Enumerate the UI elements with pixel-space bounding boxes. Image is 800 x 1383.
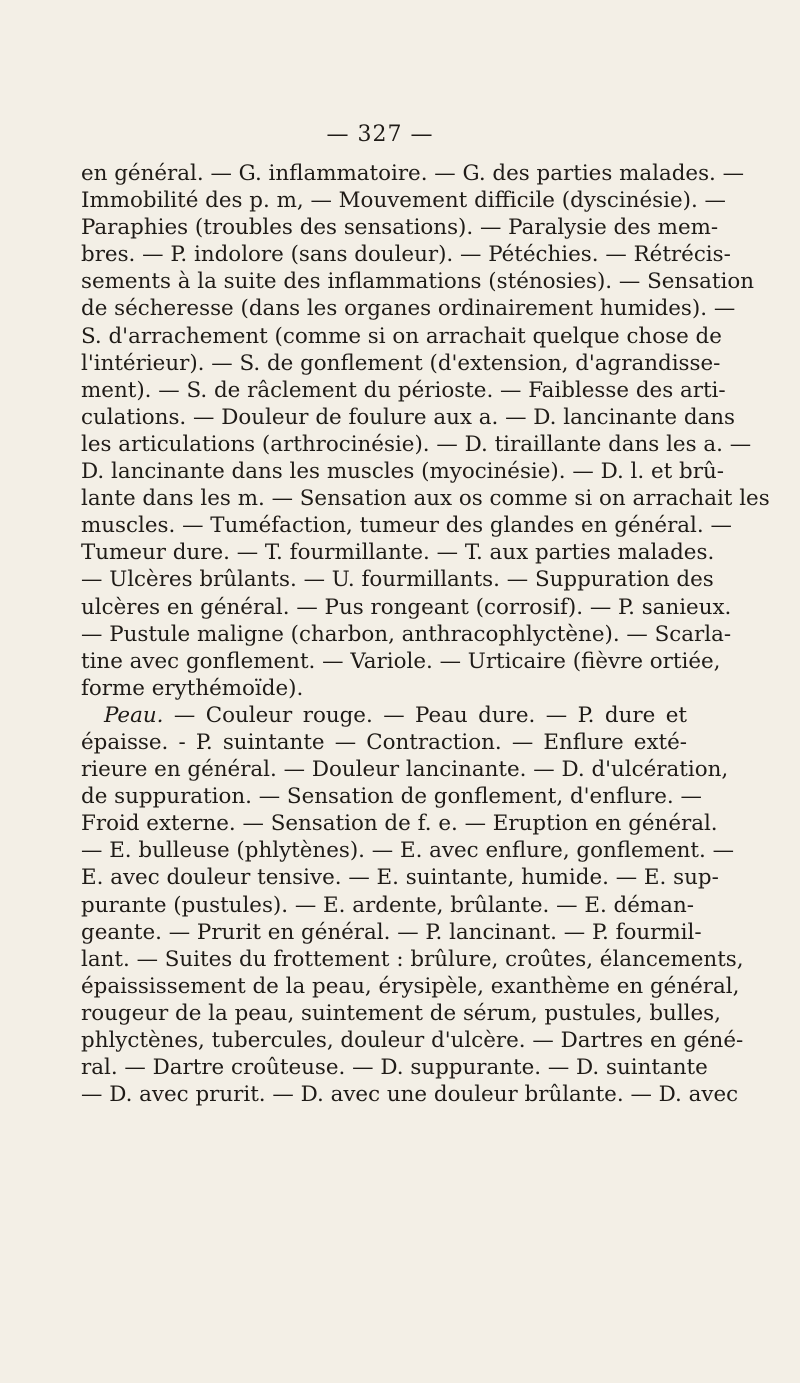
text-line: Froid externe. — Sensation de f. e. — Eruption en général. — [81, 811, 718, 837]
text-line: Paraphies (troubles des sensations). — Paralysie des mem- — [81, 215, 719, 241]
text-line: épaisse. - P. suintante — Contraction. — Enflure exté- — [81, 729, 687, 755]
section-title-peau: Peau. — [104, 702, 164, 728]
text-line: geante. — Prurit en général. — P. lancinant. — P. fourmil- — [81, 919, 702, 945]
text-line: — Pustule maligne (charbon, anthracophlyctène). — Scarla- — [81, 621, 732, 647]
text-line: lant. — Suites du frottement : brûlure, croûtes, élancements, — [81, 946, 744, 972]
text-line: l'intérieur). — S. de gonflement (d'extension, d'agrandisse- — [81, 350, 721, 376]
text-line: en général. — G. inflammatoire. — G. des parties malades. — — [81, 161, 745, 186]
text-line: — Ulcères brûlants. — U. fourmillants. — Suppuration des — [81, 567, 714, 593]
text-line: S. d'arrachement (comme si on arrachait quelque chose de — [81, 323, 722, 349]
text-line: forme erythémoïde). — [81, 675, 304, 701]
page-body-text — [81, 160, 770, 1108]
text-line: culations. — Douleur de foulure aux a. — D. lancinante dans — [81, 404, 736, 430]
text-line: D. lancinante dans les muscles (myocinésie). — D. l. et brû- — [81, 459, 724, 485]
text-line: Immobilité des p. m, — Mouvement difficile (dyscinésie). — — [81, 188, 726, 214]
section-first-line — [81, 702, 687, 729]
text-line: lante dans les m. — Sensation aux os comme si on arrachait les — [81, 486, 770, 512]
text-line: épaississement de la peau, érysipèle, exanthème en général, — [81, 973, 740, 999]
text-line: ulcères en général. — Pus rongeant (corrosif). — P. sanieux. — [81, 594, 732, 620]
text-line: — D. avec prurit. — D. avec une douleur brûlante. — D. avec — [81, 1082, 739, 1108]
text-line: tine avec gonflement. — Variole. — Urticaire (fièvre ortiée, — [81, 648, 721, 674]
text-line: de suppuration. — Sensation de gonflement, d'enflure. — — [81, 784, 702, 810]
section-first-line-text: — Couleur rouge. — Peau dure. — P. dure et — [163, 702, 687, 728]
text-line: sements à la suite des inflammations (sténosies). — Sensation — [81, 269, 755, 295]
text-line: bres. — P. indolore (sans douleur). — Pétéchies. — Rétrécis- — [81, 242, 731, 268]
text-line: purante (pustules). — E. ardente, brûlante. — E. déman- — [81, 892, 694, 918]
text-line: E. avec douleur tensive. — E. suintante, humide. — E. sup- — [81, 865, 719, 891]
text-line: rieure en général. — Douleur lancinante. — D. d'ulcération, — [81, 757, 729, 783]
text-line: muscles. — Tuméfaction, tumeur des glandes en général. — — [81, 513, 732, 539]
text-line: de sécheresse (dans les organes ordinairement humides). — — [81, 296, 736, 322]
text-line: ment). — S. de râclement du périoste. — Faiblesse des arti- — [81, 377, 726, 403]
page-number: — 327 — — [326, 122, 434, 147]
text-line: les articulations (arthrocinésie). — D. tiraillante dans les a. — — [81, 431, 752, 457]
text-line: — E. bulleuse (phlytènes). — E. avec enflure, gonflement. — — [81, 838, 734, 864]
text-line: ral. — Dartre croûteuse. — D. suppurante. — D. suintante — [81, 1055, 708, 1081]
text-line: Tumeur dure. — T. fourmillante. — T. aux parties malades. — [81, 540, 715, 566]
text-line: rougeur de la peau, suintement de sérum, pustules, bulles, — [81, 1000, 721, 1026]
paragraph-general-symptoms — [81, 160, 770, 702]
text-line: phlyctènes, tubercules, douleur d'ulcère. — Dartres en géné- — [81, 1028, 744, 1053]
paragraph-peau — [81, 702, 744, 1108]
